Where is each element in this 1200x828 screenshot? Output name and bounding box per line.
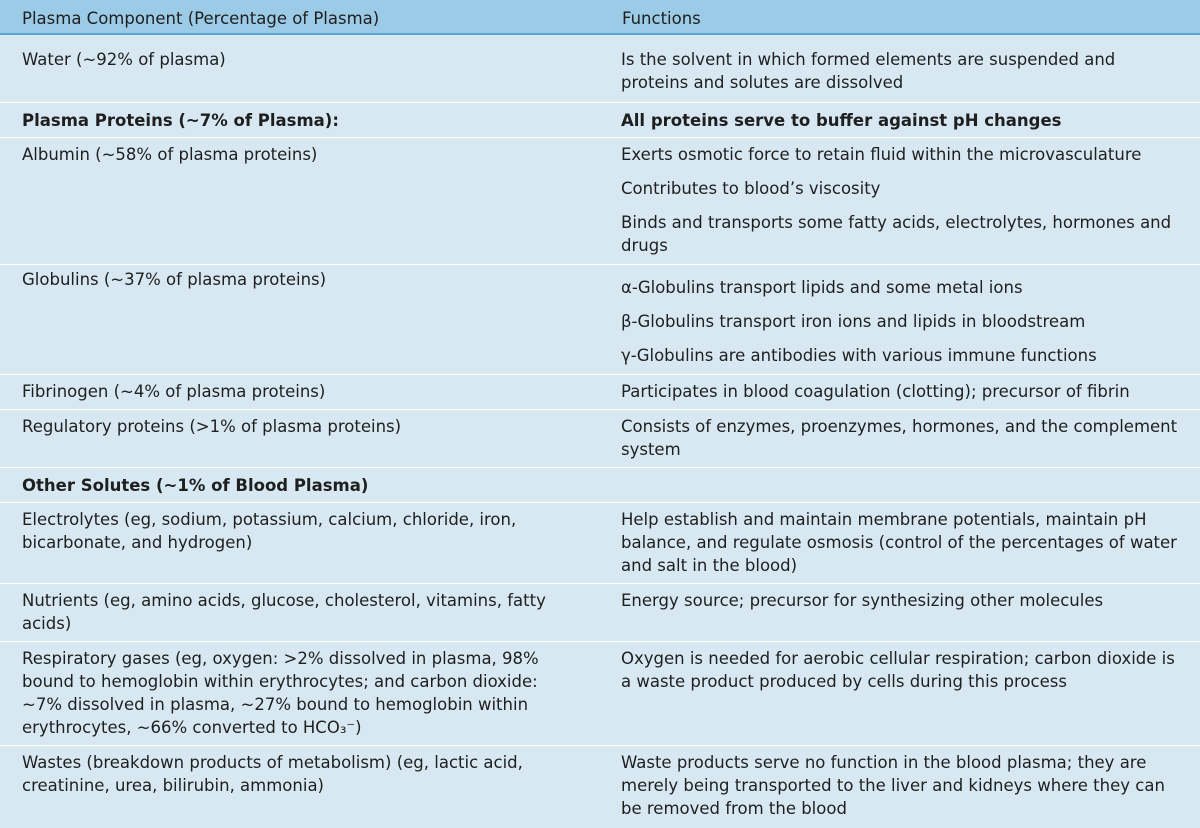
section-heading: Plasma Proteins (~7% of Plasma): — [22, 111, 339, 130]
header-functions: Functions — [622, 9, 701, 28]
function-text: Contributes to blood’s viscosity — [621, 179, 881, 198]
function-cell — [621, 415, 1181, 461]
function-text: Waste products serve no function in the blood plasma; they are merely being transported to the liver and kidneys where they can be removed from the blood — [621, 753, 1165, 818]
function-cell — [621, 751, 1181, 820]
function-text: γ-Globulins are antibodies with various immune functions — [621, 346, 1097, 365]
table-row — [0, 264, 1200, 374]
function-text: Consists of enzymes, proenzymes, hormones, and the complement system — [621, 417, 1178, 459]
component-cell: Globulins (~37% of plasma proteins) — [22, 270, 327, 289]
function-text: β-Globulins transport iron ions and lipids in bloodstream — [621, 312, 1086, 331]
component-cell: Nutrients (eg, amino acids, glucose, cholesterol, vitamins, fatty acids) — [22, 591, 546, 633]
table-row — [0, 35, 1200, 102]
function-text: All proteins serve to buffer against pH changes — [621, 111, 1062, 130]
table-row — [0, 502, 1200, 583]
function-cell — [621, 508, 1181, 577]
function-text: α-Globulins transport lipids and some metal ions — [621, 278, 1023, 297]
function-text: Participates in blood coagulation (clotting); precursor of fibrin — [621, 382, 1130, 401]
table-row — [0, 409, 1200, 467]
table-header — [0, 0, 1200, 35]
component-cell: Fibrinogen (~4% of plasma proteins) — [22, 382, 326, 401]
function-cell — [621, 380, 1181, 403]
function-cell — [621, 647, 1181, 693]
component-cell: Water (~92% of plasma) — [22, 50, 226, 69]
function-text: Exerts osmotic force to retain fluid within the microvasculature — [621, 145, 1142, 164]
component-cell: Regulatory proteins (>1% of plasma proteins) — [22, 417, 402, 436]
component-cell: Wastes (breakdown products of metabolism) (eg, lactic acid, creatinine, urea, bilirubin, ammonia) — [22, 753, 523, 795]
function-cell — [621, 48, 1181, 94]
function-text: Energy source; precursor for synthesizing other molecules — [621, 591, 1104, 610]
table-row — [0, 583, 1200, 641]
section-heading: Other Solutes (~1% of Blood Plasma) — [22, 476, 369, 495]
component-cell: Albumin (~58% of plasma proteins) — [22, 145, 318, 164]
function-text: Binds and transports some fatty acids, electrolytes, hormones and drugs — [621, 213, 1172, 255]
header-component: Plasma Component (Percentage of Plasma) — [22, 9, 380, 28]
function-cell — [621, 589, 1181, 612]
table-row — [0, 374, 1200, 409]
table-row — [0, 137, 1200, 264]
table-row — [0, 467, 1200, 502]
component-cell: Respiratory gases (eg, oxygen: >2% dissolved in plasma, 98% bound to hemoglobin within erythrocytes; and carbon dioxide: ~7% dissolved in plasma, ~27% bound to hemoglobin within erythrocytes, ~66% converted to HCO₃⁻) — [22, 649, 539, 737]
component-cell: Electrolytes (eg, sodium, potassium, calcium, chloride, iron, bicarbonate, and hydrogen) — [22, 510, 517, 552]
function-cell — [621, 276, 1181, 367]
table-row — [0, 745, 1200, 827]
function-text: Is the solvent in which formed elements are suspended and proteins and solutes are dissolved — [621, 50, 1116, 92]
table-row — [0, 102, 1200, 137]
function-text: Oxygen is needed for aerobic cellular respiration; carbon dioxide is a waste product produced by cells during this process — [621, 649, 1175, 691]
function-cell — [621, 109, 1181, 132]
function-text: Help establish and maintain membrane potentials, maintain pH balance, and regulate osmosis (control of the percentages of water and salt in the blood) — [621, 510, 1177, 575]
function-cell — [621, 143, 1181, 257]
table-row — [0, 641, 1200, 745]
